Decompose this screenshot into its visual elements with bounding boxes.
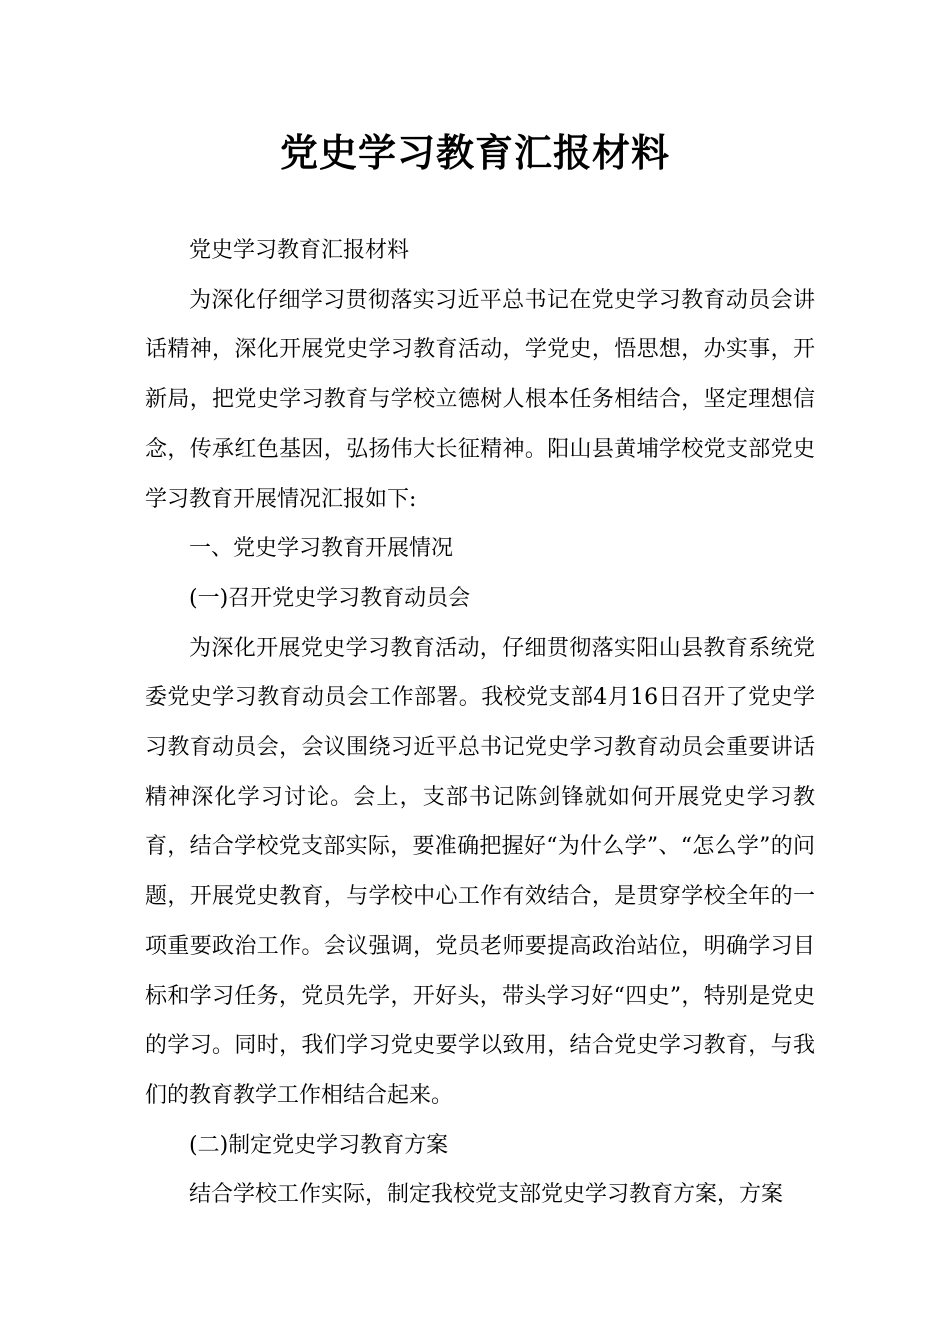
document-title: 党史学习教育汇报材料 xyxy=(279,130,670,175)
paragraph-subtitle: 党史学习教育汇报材料 xyxy=(189,238,410,263)
section-heading-1: 一、党史学习教育开展情况 xyxy=(189,536,454,562)
paragraph-plan: 结合学校工作实际，制定我校党支部党史学习教育方案，方案 xyxy=(189,1182,784,1208)
paragraph-intro: 为深化仔细学习贯彻落实习近平总书记在党史学习教育动员会讲话精神，深化开展党史学习教育活动，学党史，悟思想，办实事，开新局，把党史学习教育与学校立德树人根本任务相结合，坚定理想信念，传承红色基因，弘扬伟大长征精神。阳山县黄埔学校党支部党史学习教育开展情况汇报如下: xyxy=(145,287,815,512)
subsection-heading-2: (二)制定党史学习教育方案 xyxy=(189,1132,449,1158)
document-body xyxy=(145,226,815,1220)
subsection-heading-1: (一)召开党史学习教育动员会 xyxy=(189,585,471,611)
paragraph-mobilization-meeting: 为深化开展党史学习教育活动，仔细贯彻落实阳山县教育系统党委党史学习教育动员会工作部署。我校党支部4月16日召开了党史学习教育动员会，会议围绕习近平总书记党史学习教育动员会重要讲话精神深化学习讨论。会上，支部书记陈剑锋就如何开展党史学习教育，结合学校党支部实际，要准确把握好“为什么学”、“怎么学”的问题，开展党史教育，与学校中心工作有效结合，是贯穿学校全年的一项重要政治工作。会议强调，党员老师要提高政治站位，明确学习目标和学习任务，党员先学，开好头，带头学习好“四史”，特别是党史的学习。同时，我们学习党史要学以致用，结合党史学习教育，与我们的教育教学工作相结合起来。 xyxy=(145,635,815,1108)
